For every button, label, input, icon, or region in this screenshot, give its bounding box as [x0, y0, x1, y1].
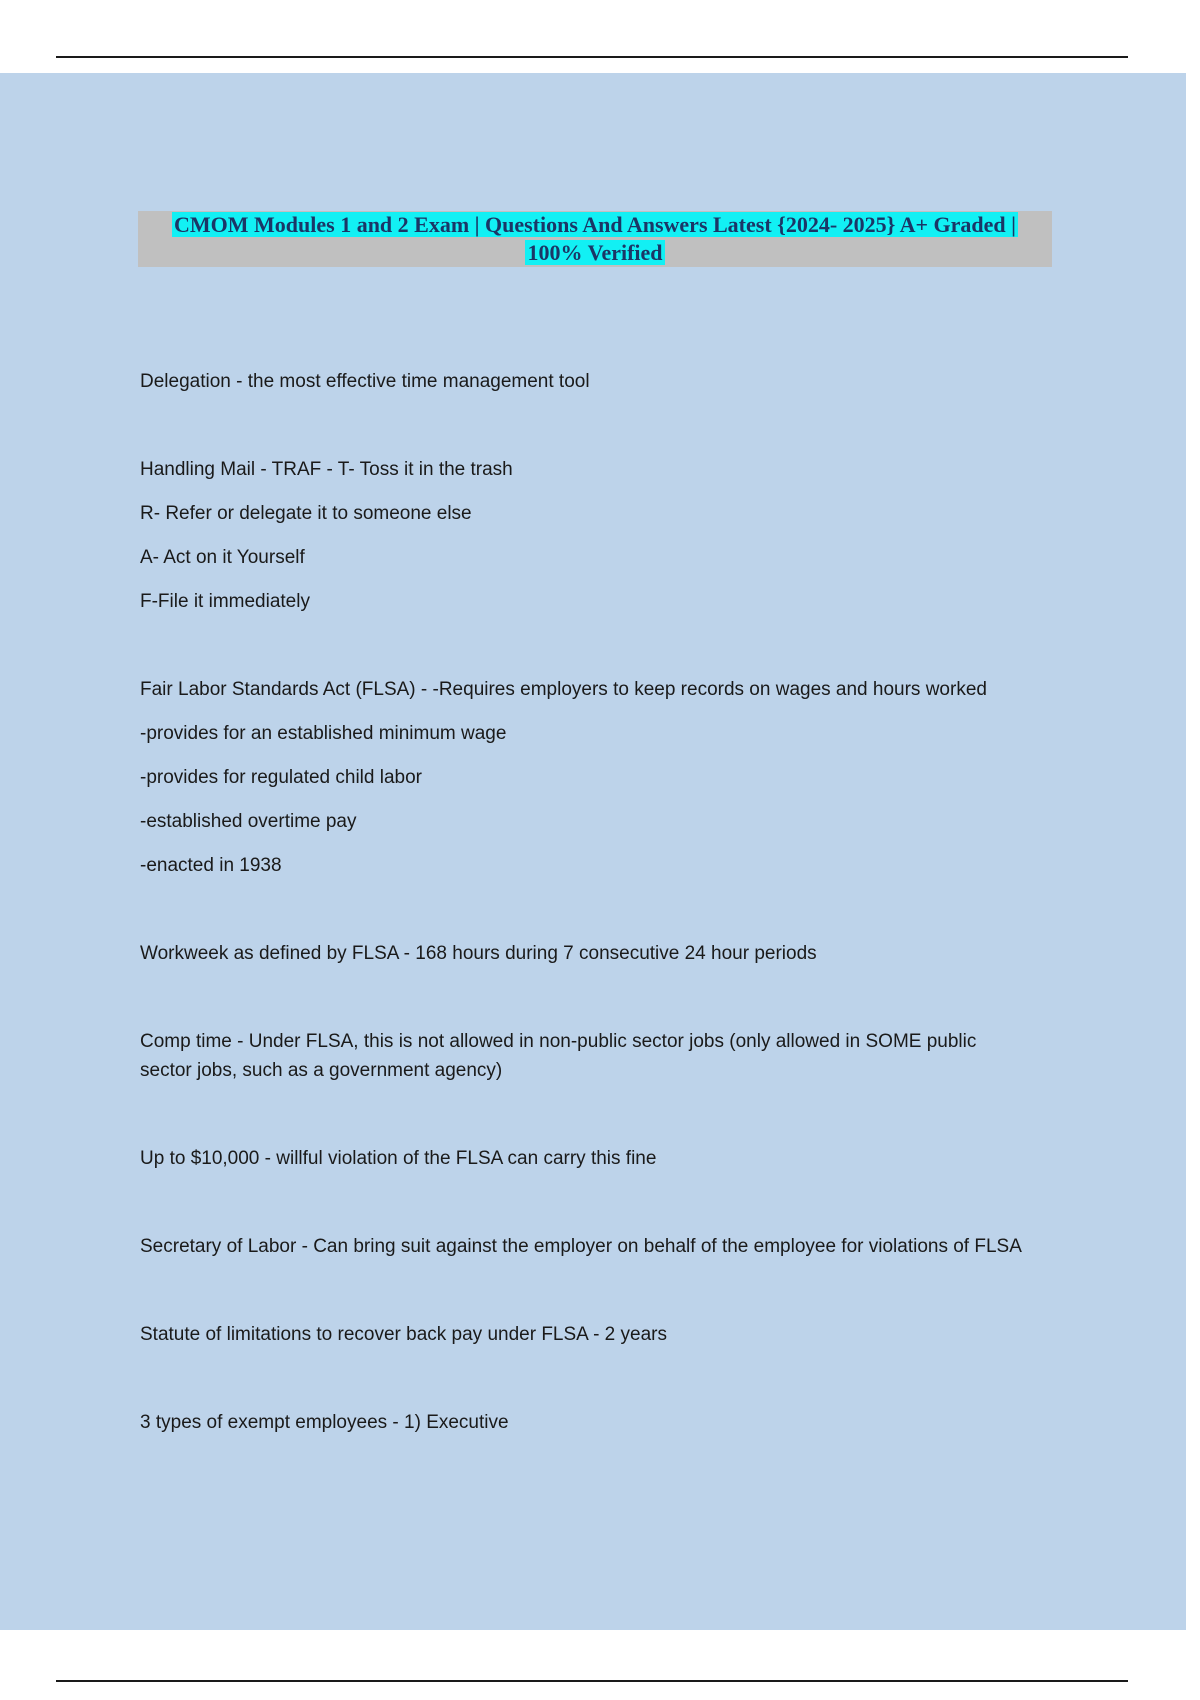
entry-secretary-of-labor: Secretary of Labor - Can bring suit against the employer on behalf of the employee for violations of FLSA	[140, 1236, 1022, 1257]
entry-flsa: Fair Labor Standards Act (FLSA) - -Requires employers to keep records on wages and hours worked	[140, 679, 987, 700]
entry-flsa-enacted: -enacted in 1938	[140, 855, 282, 876]
top-rule	[56, 56, 1128, 58]
entry-traf-r: R- Refer or delegate it to someone else	[140, 503, 472, 524]
entry-flsa-overtime: -established overtime pay	[140, 811, 357, 832]
entry-statute-of-limitations: Statute of limitations to recover back pay under FLSA - 2 years	[140, 1324, 667, 1345]
entry-flsa-min-wage: -provides for an established minimum wage	[140, 723, 507, 744]
entry-handling-mail: Handling Mail - TRAF - T- Toss it in the trash	[140, 459, 513, 480]
entry-fine: Up to $10,000 - willful violation of the FLSA can carry this fine	[140, 1148, 657, 1169]
title-line-1: CMOM Modules 1 and 2 Exam | Questions And Answers Latest {2024- 2025} A+ Graded |	[173, 212, 1016, 237]
entry-workweek: Workweek as defined by FLSA - 168 hours during 7 consecutive 24 hour periods	[140, 943, 817, 964]
entry-traf-a: A- Act on it Yourself	[140, 547, 305, 568]
entry-exempt-employees: 3 types of exempt employees - 1) Executive	[140, 1412, 509, 1433]
title-line-2: 100% Verified	[527, 240, 663, 265]
entry-flsa-child-labor: -provides for regulated child labor	[140, 767, 422, 788]
bottom-rule	[56, 1680, 1128, 1682]
entry-traf-f: F-File it immediately	[140, 591, 310, 612]
entry-delegation: Delegation - the most effective time management tool	[140, 371, 590, 392]
document-page	[0, 73, 1186, 1630]
entry-comp-time: Comp time - Under FLSA, this is not allowed in non-public sector jobs (only allowed in SOME public sector jobs, such as a government agency)	[140, 1031, 977, 1081]
document-title	[138, 211, 1052, 267]
